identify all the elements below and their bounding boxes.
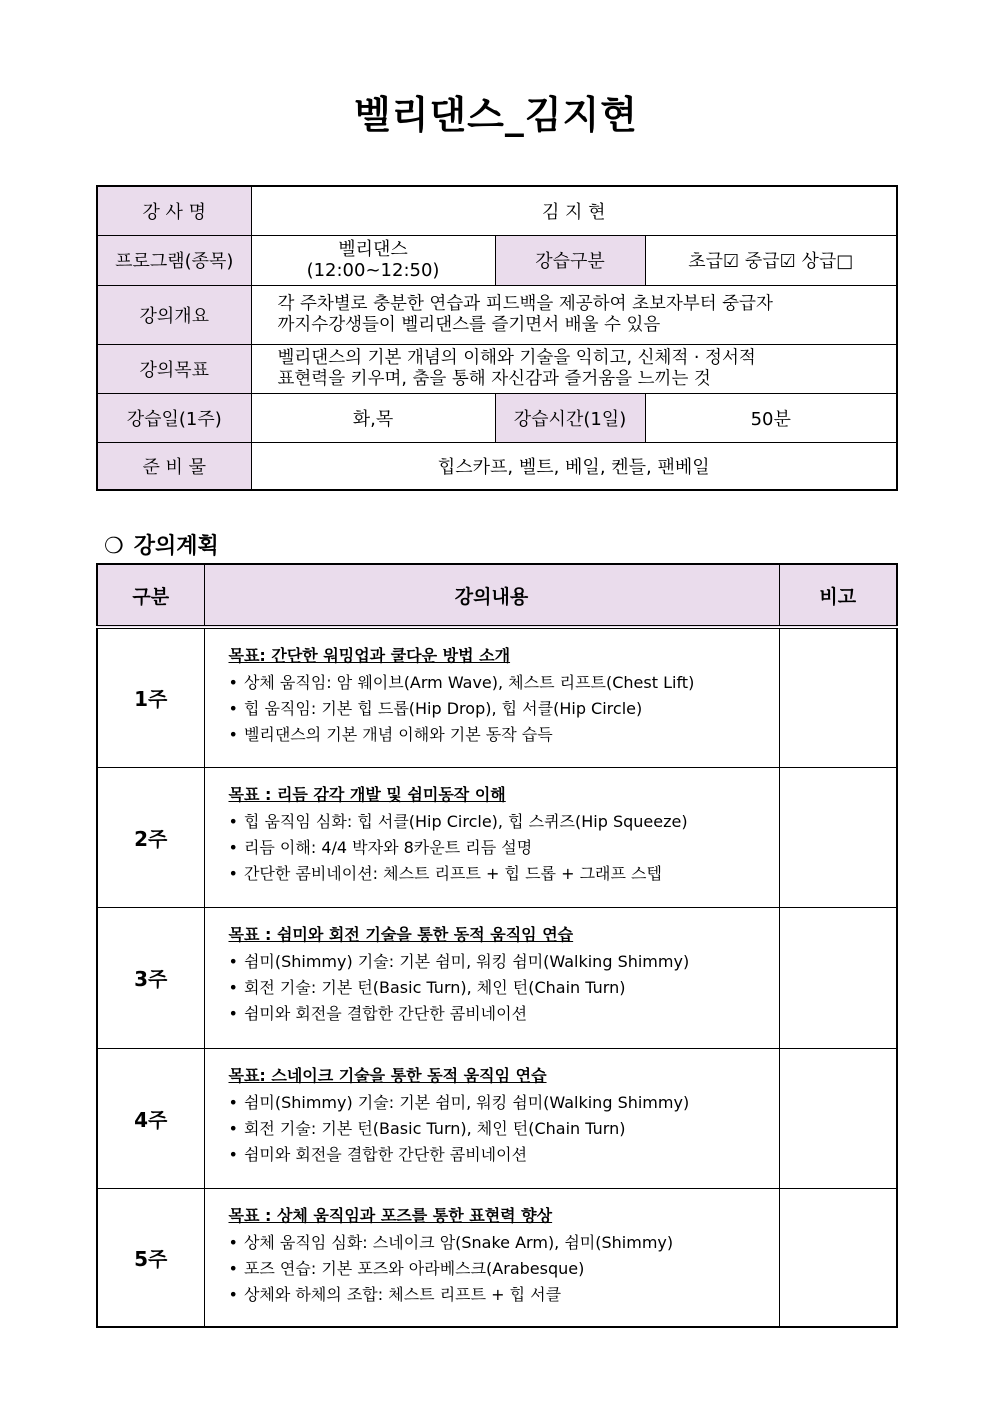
week-content — [204, 767, 779, 907]
list-item: • 상체 움직임: 암 웨이브(Arm Wave), 체스트 리프트(Chest Lift) — [229, 670, 779, 696]
table-row — [97, 767, 897, 907]
materials-label: 준 비 물 — [97, 442, 251, 490]
page-title: 벨리댄스_김지현 — [354, 93, 638, 137]
overview-line: 까지수강생들이 벨리댄스를 즐기면서 배울 수 있음 — [277, 314, 661, 335]
days-value: 화,목 — [251, 393, 495, 442]
week-label: 5주 — [97, 1188, 204, 1327]
header-week: 구분 — [97, 564, 204, 627]
goal-label: 강의목표 — [97, 344, 251, 393]
list-item: • 힙 움직임: 기본 힙 드롭(Hip Drop), 힙 서클(Hip Circle) — [229, 696, 779, 722]
materials-value: 힙스카프, 벨트, 베일, 켄들, 팬베일 — [251, 442, 897, 490]
list-item: • 상체와 하체의 조합: 체스트 리프트 + 힙 서클 — [229, 1282, 779, 1308]
lesson-plan-table — [96, 563, 898, 1328]
week-goal: 목표 : 쉼미와 회전 기술을 통한 동적 움직임 연습 — [228, 924, 574, 944]
week-label: 2주 — [97, 767, 204, 907]
table-row — [97, 1048, 897, 1188]
instructor-value: 김 지 현 — [251, 186, 897, 235]
list-item: • 회전 기술: 기본 턴(Basic Turn), 체인 턴(Chain Turn) — [229, 975, 779, 1001]
week-content — [204, 627, 779, 767]
program-label: 프로그램(종목) — [97, 235, 251, 285]
week-goal: 목표 : 리듬 감각 개발 및 쉼미동작 이해 — [228, 784, 506, 804]
goal-text — [251, 344, 897, 393]
level-label: 강습구분 — [495, 235, 645, 285]
program-time: (12:00~12:50) — [306, 260, 440, 281]
overview-label: 강의개요 — [97, 285, 251, 344]
duration-value: 50분 — [645, 393, 897, 442]
list-item: • 쉼미(Shimmy) 기술: 기본 쉼미, 워킹 쉼미(Walking Shimmy) — [229, 949, 779, 975]
overview-text — [251, 285, 897, 344]
list-item: • 힙 움직임 심화: 힙 서클(Hip Circle), 힙 스퀴즈(Hip Squeeze) — [229, 809, 779, 835]
week-label: 1주 — [97, 627, 204, 767]
week-label: 4주 — [97, 1048, 204, 1188]
week-content — [204, 1048, 779, 1188]
week-goal: 목표: 스네이크 기술을 통한 동적 움직임 연습 — [228, 1065, 547, 1085]
header-note: 비고 — [779, 564, 897, 627]
list-item: • 포즈 연습: 기본 포즈와 아라베스크(Arabesque) — [229, 1256, 779, 1282]
circle-bullet-icon: ❍ — [104, 534, 124, 559]
week-note — [779, 767, 897, 907]
week-content — [204, 1188, 779, 1327]
table-row — [97, 627, 897, 767]
week-note — [779, 1188, 897, 1327]
list-item: • 간단한 콤비네이션: 체스트 리프트 + 힙 드롭 + 그래프 스텝 — [229, 861, 779, 887]
section-heading — [104, 529, 219, 560]
days-label: 강습일(1주) — [97, 393, 251, 442]
week-note — [779, 627, 897, 767]
list-item: • 쉼미와 회전을 결합한 간단한 콤비네이션 — [229, 1142, 779, 1168]
section-title: 강의계획 — [133, 534, 219, 559]
list-item: • 벨리댄스의 기본 개념 이해와 기본 동작 습득 — [229, 722, 779, 748]
program-name: 벨리댄스 — [338, 239, 408, 260]
week-label: 3주 — [97, 907, 204, 1048]
week-note — [779, 907, 897, 1048]
list-item: • 쉼미(Shimmy) 기술: 기본 쉼미, 워킹 쉼미(Walking Shimmy) — [229, 1090, 779, 1116]
list-item: • 쉼미와 회전을 결합한 간단한 콤비네이션 — [229, 1001, 779, 1027]
list-item: • 상체 움직임 심화: 스네이크 암(Snake Arm), 쉼미(Shimmy) — [229, 1230, 779, 1256]
table-row — [97, 1188, 897, 1327]
instructor-label: 강 사 명 — [97, 186, 251, 235]
duration-label: 강습시간(1일) — [495, 393, 645, 442]
course-info-table — [96, 185, 898, 491]
overview-line: 각 주차별로 충분한 연습과 피드백을 제공하여 초보자부터 중급자 — [277, 293, 773, 314]
week-content — [204, 907, 779, 1048]
goal-line: 표현력을 키우며, 춤을 통해 자신감과 즐거움을 느끼는 것 — [277, 368, 711, 389]
week-note — [779, 1048, 897, 1188]
header-content: 강의내용 — [204, 564, 779, 627]
list-item: • 리듬 이해: 4/4 박자와 8카운트 리듬 설명 — [229, 835, 779, 861]
level-value: 초급☑ 중급☑ 상급□ — [645, 235, 897, 285]
table-row — [97, 907, 897, 1048]
week-goal: 목표: 간단한 워밍업과 쿨다운 방법 소개 — [228, 646, 511, 665]
list-item: • 회전 기술: 기본 턴(Basic Turn), 체인 턴(Chain Turn) — [229, 1116, 779, 1142]
goal-line: 벨리댄스의 기본 개념의 이해와 기술을 익히고, 신체적 · 정서적 — [277, 347, 756, 368]
program-value — [251, 235, 495, 285]
week-goal: 목표 : 상체 움직임과 포즈를 통한 표현력 향상 — [228, 1205, 553, 1225]
